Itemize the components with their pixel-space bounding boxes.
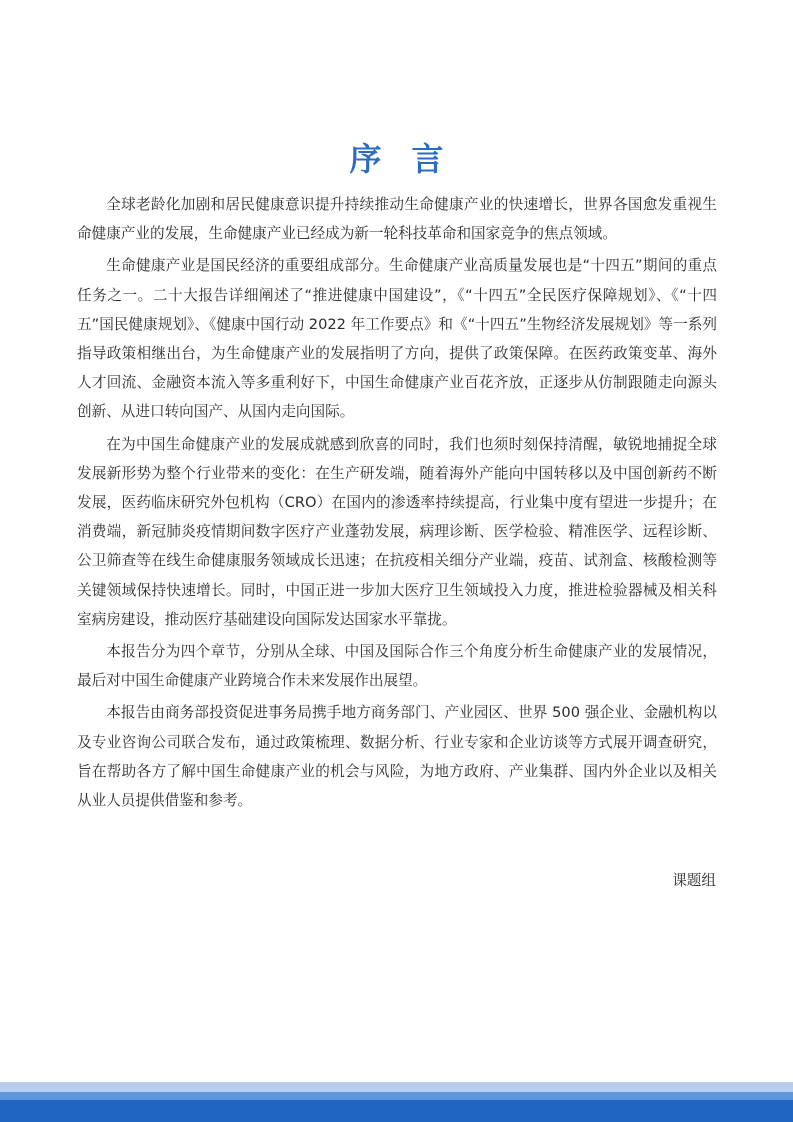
preface-body [77,190,717,818]
paragraph-3: 在为中国生命健康产业的发展成就感到欣喜的同时，我们也须时刻保持清醒，敏锐地捕捉全球发展新形势为整个行业带来的变化：在生产研发端，随着海外产能向中国转移以及中国创新药不断发展，医药临床研究外包机构（CRO）在国内的渗透率持续提高，行业集中度有望进一步提升；在消费端，新冠肺炎疫情期间数字医疗产业蓬勃发展，病理诊断、医学检验、精准医学、远程诊断、公卫筛查等在线生命健康服务领域成长迅速；在抗疫相关细分产业端，疫苗、试剂盒、核酸检测等关键领域保持快速增长。同时，中国正进一步加大医疗卫生领域投入力度，推进检验器械及相关科室病房建设，推动医疗基础建设向国际发达国家水平靠拢。 [77,435,717,628]
paragraph-5: 本报告由商务部投资促进事务局携手地方商务部门、产业园区、世界 500 强企业、金融机构以及专业咨询公司联合发布，通过政策梳理、数据分析、行业专家和企业访谈等方式展开调查研究，旨在帮助各方了解中国生命健康产业的机会与风险，为地方政府、产业集群、国内外企业以及相关从业人员提供借鉴和参考。 [77,704,717,810]
footer-bar [0,1100,793,1122]
page-title: 序言 [349,140,474,179]
footer-stripe-light [0,1082,793,1092]
paragraph-1: 全球老龄化加剧和居民健康意识提升持续推动生命健康产业的快速增长，世界各国愈发重视生命健康产业的发展，生命健康产业已经成为新一轮科技革命和国家竞争的焦点领域。 [77,196,717,243]
signature: 课题组 [672,872,716,889]
paragraph-2: 生命健康产业是国民经济的重要组成部分。生命健康产业高质量发展也是“十四五”期间的重点任务之一。二十大报告详细阐述了“推进健康中国建设”，《“十四五”全民医疗保障规划》、《“十四五”国民健康规划》、《健康中国行动 2022 年工作要点》和《“十四五”生物经济发展规划》等一系列指导政策相继出台，为生命健康产业的发展指明了方向，提供了政策保障。在医药政策变革、海外人才回流、金融资本流入等多重利好下，中国生命健康产业百花齐放，正逐步从仿制跟随走向源头创新、从进口转向国产、从国内走向国际。 [77,257,717,421]
footer-stripe-mid [0,1092,793,1100]
paragraph-4: 本报告分为四个章节，分别从全球、中国及国际合作三个角度分析生命健康产业的发展情况，最后对中国生命健康产业跨境合作未来发展作出展望。 [77,643,717,690]
